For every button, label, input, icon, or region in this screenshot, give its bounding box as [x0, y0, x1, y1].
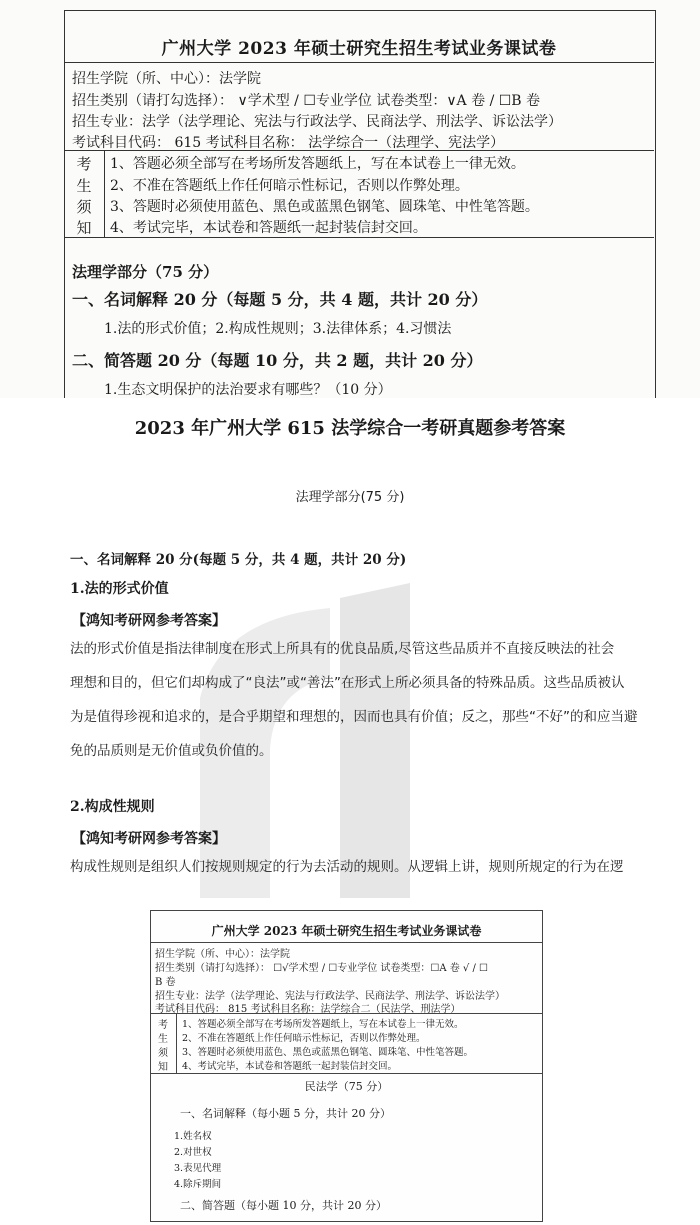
- notice-item: 3、答题时必须使用蓝色、黑色或蓝黑色钢笔、圆珠笔、中性笔答题。: [182, 1047, 474, 1058]
- notice-char: 考: [158, 1020, 168, 1031]
- question-item: 4.除斥期间: [174, 1179, 222, 1190]
- item-heading: 1.法的形式价值: [70, 581, 169, 597]
- question-heading: 二、简答题（每小题 10 分，共计 20 分）: [180, 1199, 387, 1212]
- notice-divider: [104, 150, 105, 237]
- exam-subject: 考试科目代码： 615 考试科目名称： 法学综合一（法理学、宪法学）: [72, 135, 505, 151]
- exam-category: 招生类别（请打勾选择）： ∨学术型 / ☐专业学位 试卷类型：∨A 卷 / ☐B 卷: [72, 93, 541, 109]
- exam-title: 广州大学 2023 年硕士研究生招生考试业务课试卷: [161, 39, 557, 59]
- exam-paper-scan-615: [0, 0, 700, 398]
- notice-char: 考: [76, 155, 92, 173]
- divider: [150, 1013, 543, 1014]
- question-item: 3.表见代理: [174, 1163, 222, 1174]
- answer-tag: 【鸿知考研网参考答案】: [72, 831, 226, 847]
- exam-category: 招生类别（请打勾选择）： ☐√学术型 / ☐专业学位 试卷类型：☐A 卷 √ / ☐: [155, 963, 488, 974]
- notice-char: 生: [76, 177, 92, 195]
- divider: [64, 150, 654, 151]
- notice-char: 知: [76, 219, 92, 237]
- paragraph-line: 构成性规则是组织人们按规则规定的行为去活动的规则。从逻辑上讲，规则所规定的行为在逻: [70, 859, 624, 875]
- notice-char: 生: [158, 1034, 168, 1045]
- divider: [64, 62, 654, 63]
- answer-tag: 【鸿知考研网参考答案】: [72, 613, 226, 629]
- exam-category-cont: B 卷: [155, 977, 176, 988]
- part-title: 法理学部分(75 分): [295, 490, 405, 505]
- section-heading: 一、名词解释 20 分(每题 5 分，共 4 题，共计 20 分): [70, 552, 407, 568]
- exam-title: 广州大学 2023 年硕士研究生招生考试业务课试卷: [211, 924, 482, 938]
- notice-item: 2、不准在答题纸上作任何暗示性标记，否则以作弊处理。: [110, 178, 469, 194]
- notice-char: 须: [158, 1048, 168, 1059]
- notice-item: 1、答题必须全部写在考场所发答题纸上，写在本试卷上一律无效。: [182, 1019, 464, 1030]
- document-title: 2023 年广州大学 615 法学综合一考研真题参考答案: [134, 418, 566, 439]
- notice-divider: [176, 1013, 177, 1073]
- exam-college: 招生学院（所、中心）：法学院: [155, 949, 290, 960]
- exam-major: 招生专业：法学（法学理论、宪法与行政法学、民商法学、刑法学、诉讼法学）: [72, 114, 562, 130]
- exam-college: 招生学院（所、中心）：法学院: [72, 71, 261, 87]
- notice-item: 1、答题必须全部写在考场所发答题纸上，写在本试卷上一律无效。: [110, 156, 525, 172]
- question-items: 1.法的形式价值；2.构成性规则；3.法律体系；4.习惯法: [104, 321, 452, 337]
- paragraph-line: 法的形式价值是指法律制度在形式上所具有的优良品质,尽管这些品质并不直接反映法的社会: [70, 641, 615, 657]
- notice-item: 4、考试完毕，本试卷和答题纸一起封装信封交回。: [182, 1061, 398, 1072]
- question-item: 2.对世权: [174, 1147, 212, 1158]
- exam-subject: 考试科目代码： 815 考试科目名称：法学综合二（民法学、刑法学）: [155, 1004, 461, 1015]
- section-title: 民法学（75 分）: [304, 1080, 389, 1093]
- question-heading: 二、简答题 20 分（每题 10 分，共 2 题，共计 20 分）: [72, 351, 483, 370]
- notice-char: 知: [158, 1062, 168, 1073]
- divider: [64, 237, 654, 238]
- question-heading: 一、名词解释 20 分（每题 5 分，共 4 题，共计 20 分）: [72, 290, 488, 309]
- divider: [150, 1073, 543, 1074]
- notice-char: 须: [76, 198, 92, 216]
- exam-paper-scan-815: [150, 910, 543, 1222]
- exam-major: 招生专业：法学（法学理论、宪法与行政法学、民商法学、刑法学、诉讼法学）: [155, 991, 505, 1002]
- question-item: 1.姓名权: [174, 1131, 212, 1142]
- notice-item: 2、不准在答题纸上作任何暗示性标记，否则以作弊处理。: [182, 1033, 426, 1044]
- answer-paragraph: [70, 632, 638, 768]
- section-title: 法理学部分（75 分）: [72, 263, 219, 281]
- item-heading: 2.构成性规则: [70, 799, 155, 815]
- divider: [150, 942, 543, 943]
- paragraph-line: 免的品质则是无价值或负价值的。: [70, 743, 273, 759]
- notice-item: 3、答题时必须使用蓝色、黑色或蓝黑色钢笔、圆珠笔、中性笔答题。: [110, 199, 539, 215]
- answer-document: [0, 398, 700, 898]
- question-heading: 一、名词解释（每小题 5 分，共计 20 分）: [180, 1107, 391, 1120]
- paragraph-line: 理想和目的，但它们却构成了“良法”或“善法”在形式上所必须具备的特殊品质。这些品质被认: [70, 675, 625, 691]
- paragraph-line: 为是值得珍视和追求的，是合乎期望和理想的，因而也具有价值；反之，那些“不好”的和应当避: [70, 709, 638, 725]
- answer-paragraph: [70, 850, 638, 884]
- question-items: 1.生态文明保护的法治要求有哪些？（10 分）: [104, 382, 392, 398]
- notice-item: 4、考试完毕，本试卷和答题纸一起封装信封交回。: [110, 220, 427, 236]
